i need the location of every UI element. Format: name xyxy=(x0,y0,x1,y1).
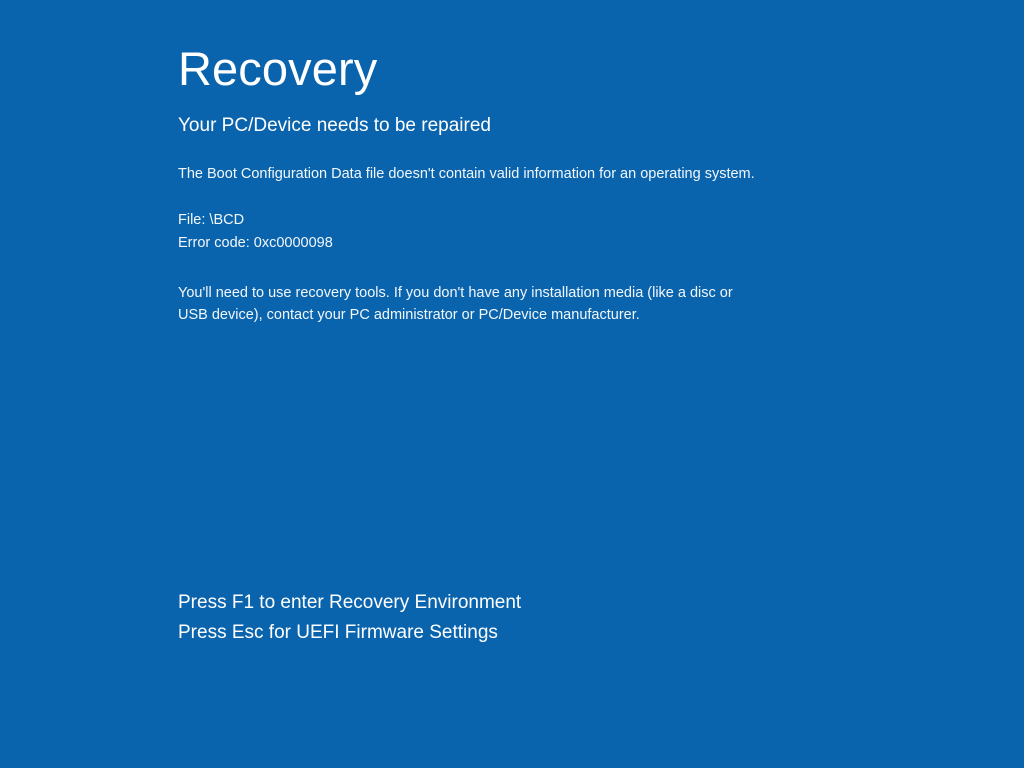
action-enter-recovery-environment[interactable]: Press F1 to enter Recovery Environment xyxy=(178,592,522,613)
spacer-two xyxy=(178,256,798,282)
error-message: The Boot Configuration Data file doesn't contain valid information for an operating system. xyxy=(178,165,755,182)
recovery-content xyxy=(178,42,798,327)
recovery-instructions: You'll need to use recovery tools. If you don't have any installation media (like a disc or USB device), contact your PC administrator or PC/Device manufacturer. xyxy=(178,284,733,324)
page-title: Recovery xyxy=(178,42,378,95)
recovery-actions xyxy=(178,588,798,648)
page-subtitle: Your PC/Device needs to be repaired xyxy=(178,115,491,137)
action-uefi-firmware-settings[interactable]: Press Esc for UEFI Firmware Settings xyxy=(178,622,498,644)
spacer-one xyxy=(178,185,798,209)
error-code-line: Error code: 0xc0000098 xyxy=(178,235,333,252)
error-file-line: File: \BCD xyxy=(178,212,245,229)
